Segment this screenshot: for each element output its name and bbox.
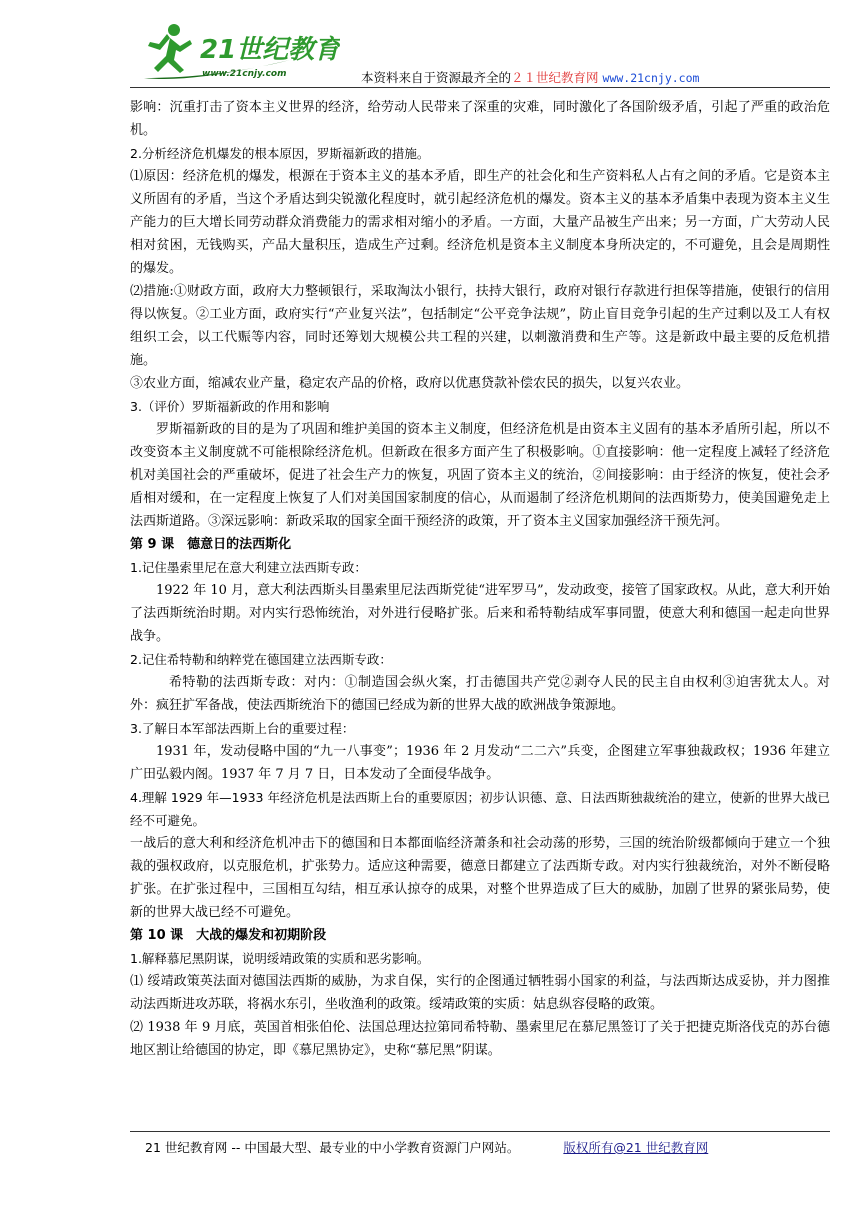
question-line: 3.了解日本军部法西斯上台的重要过程： — [130, 721, 355, 736]
header-prefix: 本资料来自于资源最齐全的 — [361, 70, 512, 85]
question-line: 2.分析经济危机爆发的根本原因，罗斯福新政的措施。 — [130, 146, 430, 161]
body-paragraph: 希特勒的法西斯专政：对内：①制造国会纵火案，打击德国共产党②剥夺人民的民主自由权利③迫害犹太人。对外：疯狂扩军备战，使法西斯统治下的德国已经成为新的世界大战的欧洲战争策源地。 — [130, 675, 830, 713]
body-paragraph: 影响：沉重打击了资本主义世界的经济，给劳动人民带来了深重的灾难，同时激化了各国阶级矛盾，引起了严重的政治危机。 — [130, 100, 830, 138]
body-paragraph: ⑵措施:①财政方面，政府大力整顿银行，采取淘汰小银行，扶持大银行，政府对银行存款进行担保等措施，使银行的信用得以恢复。②工业方面，政府实行“产业复兴法”，包括制定“公平竞争法规”，防止盲目竞争引起的生产过剩以及工人有权组织工会，以工代赈等内容，同时还筹划大规模公共工程的兴建，以刺激消费和生产等。这是新政中最主要的反危机措施。 — [130, 284, 830, 368]
question-line: 4.理解 1929 年—1933 年经济危机是法西斯上台的重要原因；初步认识德、意、日法西斯独裁统治的建立，使新的世界大战已经不可避免。 — [130, 790, 830, 828]
body-paragraph: 1922 年 10 月，意大利法西斯头目墨索里尼法西斯党徒“进军罗马”，发动政变，接管了国家政权。从此，意大利开始了法西斯统治时期。对内实行恐怖统治，对外进行侵略扩张。后来和希特勒结成军事同盟，使意大利和德国一起走向世界战争。 — [130, 583, 830, 644]
footer-site-description: 21 世纪教育网 -- 中国最大型、最专业的中小学教育资源门户网站。 — [145, 1140, 520, 1155]
body-paragraph: ③农业方面，缩减农业产量，稳定农产品的价格，政府以优惠贷款补偿农民的损失，以复兴农业。 — [130, 376, 690, 391]
question-line: 3.（评价）罗斯福新政的作用和影响 — [130, 399, 330, 414]
header-tagline — [361, 68, 699, 86]
logo-url-text: www.21cnjy.com — [202, 69, 287, 79]
logo-brand-text: 21世纪教育 — [200, 35, 340, 65]
footer-divider — [130, 1131, 830, 1132]
body-paragraph: ⑴原因：经济危机的爆发，根源在于资本主义的基本矛盾，即生产的社会化和生产资料私人占有之间的矛盾。它是资本主义所固有的矛盾，当这个矛盾达到尖锐激化程度时，就引起经济危机的爆发。资本主义的基本矛盾集中表现为资本主义生产能力的巨大增长同劳动群众消费能力的需求相对缩小的矛盾。一方面，大量产品被生产出来；另一方面，广大劳动人民相对贫困，无钱购买，产品大量积压，造成生产过剩。经济危机是资本主义制度本身所决定的，不可避免，且会是周期性的爆发。 — [130, 169, 830, 276]
site-logo[interactable] — [140, 20, 340, 86]
body-paragraph: 一战后的意大利和经济危机冲击下的德国和日本都面临经济萧条和社会动荡的形势，三国的统治阶级都倾向于建立一个独裁的强权政府，以克服危机，扩张势力。适应这种需要，德意日都建立了法西斯专政。对内实行独裁统治，对外不断侵略扩张。在扩张过程中，三国相互勾结，相互承认掠夺的成果，对整个世界造成了巨大的威胁，加剧了世界的紧张局势，使新的世界大战已经不可避免。 — [130, 836, 830, 920]
page-header — [0, 0, 860, 92]
question-line: 1.记住墨索里尼在意大利建立法西斯专政： — [130, 560, 367, 575]
question-line: 2.记住希特勒和纳粹党在德国建立法西斯专政： — [130, 652, 392, 667]
question-line: 1.解释慕尼黑阴谋，说明绥靖政策的实质和恶劣影响。 — [130, 951, 430, 966]
page-footer — [145, 1138, 708, 1156]
header-site-link[interactable]: www.21cnjy.com — [602, 71, 700, 85]
header-brand-link[interactable]: ２１世纪教育网 — [511, 70, 599, 85]
document-body — [130, 96, 830, 1062]
lesson-heading: 第 10 课 大战的爆发和初期阶段 — [130, 928, 327, 943]
body-paragraph: 1931 年，发动侵略中国的“九一八事变”；1936 年 2 月发动“二二六”兵变，企图建立军事独裁政权；1936 年建立广田弘毅内阁。1937 年 7 月 7 日，日本发动了全面侵华战争。 — [130, 744, 830, 782]
body-paragraph: 罗斯福新政的目的是为了巩固和维护美国的资本主义制度，但经济危机是由资本主义固有的基本矛盾所引起，所以不改变资本主义制度就不可能根除经济危机。但新政在很多方面产生了积极影响。①直接影响：他一定程度上减轻了经济危机对美国社会的严重破坏，促进了社会生产力的恢复，巩固了资本主义的统治，②间接影响：由于经济的恢复，使社会矛盾相对缓和，在一定程度上恢复了人们对美国国家制度的信心，从而遏制了经济危机期间的法西斯势力，使美国避免走上法西斯道路。③深远影响：新政采取的国家全面干预经济的政策，开了资本主义国家加强经济干预先河。 — [130, 422, 830, 529]
body-paragraph: ⑴ 绥靖政策英法面对德国法西斯的威胁，为求自保，实行的企图通过牺牲弱小国家的利益，与法西斯达成妥协，并力图推动法西斯进攻苏联，将祸水东引，坐收渔利的政策。绥靖政策的实质：姑息纵容侵略的政策。 — [130, 974, 830, 1012]
footer-copyright-link[interactable]: 版权所有@21 世纪教育网 — [563, 1140, 709, 1155]
body-paragraph: ⑵ 1938 年 9 月底，英国首相张伯伦、法国总理达拉第同希特勒、墨索里尼在慕尼黑签订了关于把捷克斯洛伐克的苏台德地区割让给德国的协定，即《慕尼黑协定》，史称“慕尼黑”阴谋。 — [130, 1020, 830, 1058]
running-figure-logo-icon — [140, 20, 340, 86]
header-divider — [130, 87, 830, 88]
lesson-heading: 第 9 课 德意日的法西斯化 — [130, 537, 292, 552]
